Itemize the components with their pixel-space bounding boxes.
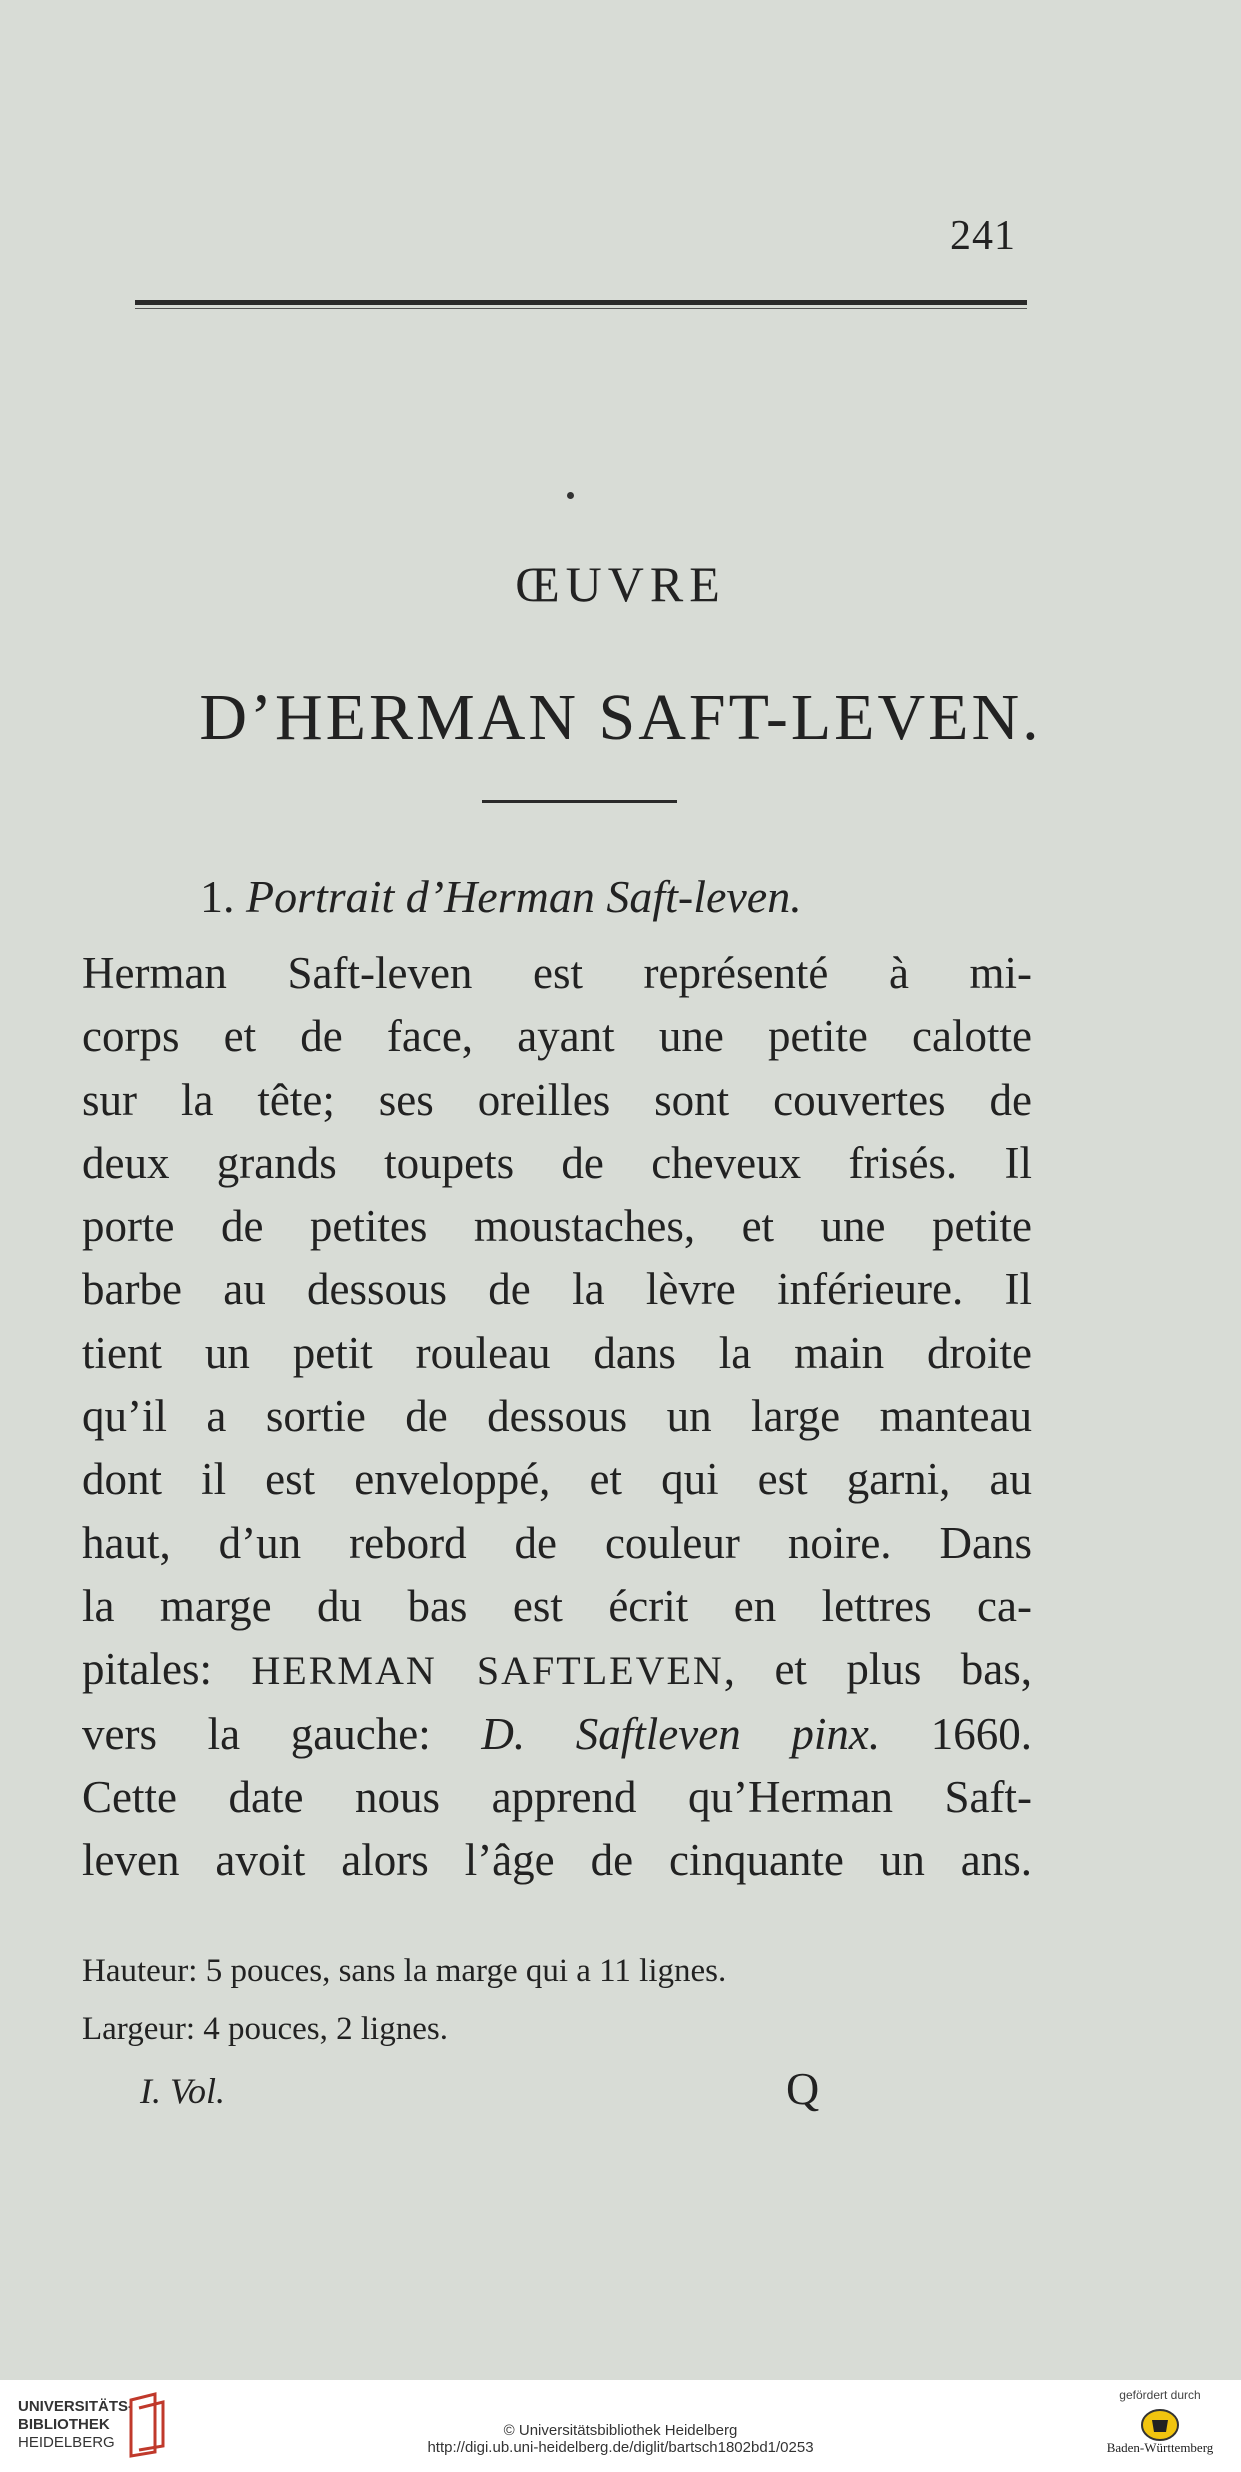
text-line: tient un petit rouleau dans la main droite — [82, 1327, 1032, 1378]
library-name-line2: BIBLIOTHEK — [18, 2416, 110, 2433]
text-fragment: , et plus bas, — [723, 1644, 1032, 1695]
funder-name: Baden-Württemberg — [1106, 2440, 1214, 2455]
funded-by-label: gefördert durch — [1119, 2388, 1201, 2402]
library-name-line1: UNIVERSITÄTS- — [18, 2398, 134, 2415]
artist-title: D’HERMAN SAFT-LEVEN. — [199, 681, 1042, 754]
volume-mark: I. Vol. — [140, 2071, 225, 2111]
text-line: barbe au dessous de la lèvre inférieure. Il — [82, 1264, 1032, 1315]
sponsor-block — [1090, 2388, 1230, 2456]
entry-description — [82, 942, 1032, 1892]
title-rule — [482, 800, 677, 803]
text-fragment: 1660. — [880, 1708, 1033, 1759]
text-line: Cette date nous apprend qu’Herman Saft- — [82, 1771, 1032, 1822]
state-emblem-icon — [1140, 2408, 1180, 2442]
text-line: porte de petites moustaches, et une petite — [82, 1201, 1032, 1252]
text-line: leven avoit alors l’âge de cinquante un ans. — [82, 1835, 1032, 1886]
inscription-italic: D. Saftleven pinx. — [481, 1708, 881, 1759]
viewer-footer — [0, 2380, 1241, 2472]
dimensions — [82, 1942, 1032, 2058]
text-fragment: vers la gauche: — [82, 1708, 482, 1759]
ornament-dot — [567, 492, 574, 499]
text-line: dont il est enveloppé, et qui est garni, au — [82, 1454, 1032, 1505]
permalink[interactable]: http://digi.ub.uni-heidelberg.de/diglit/bartsch1802bd1/0253 — [427, 2439, 814, 2456]
entry-title: Portrait d’Herman Saft-leven. — [246, 871, 802, 922]
entry-number: 1. — [200, 871, 235, 922]
width-line: Largeur: 4 pouces, 2 lignes. — [82, 2011, 448, 2047]
inscription-capitals: HERMAN SAFTLEVEN — [251, 1648, 724, 1694]
text-line: haut, d’un rebord de couleur noire. Dans — [82, 1517, 1032, 1568]
signature-mark: Q — [786, 2063, 820, 2114]
entry-heading — [200, 870, 802, 923]
text-line-signature — [82, 1703, 1032, 1766]
text-fragment: pitales: — [82, 1644, 252, 1695]
copyright-text: © Universitätsbibliothek Heidelberg — [503, 2422, 738, 2439]
text-line: deux grands toupets de cheveux frisés. Il — [82, 1137, 1032, 1188]
text-line: Herman Saft-leven est représenté à mi- — [82, 948, 1032, 998]
page-number: 241 — [950, 213, 1016, 259]
section-title: ŒUVRE — [515, 556, 726, 612]
height-line: Hauteur: 5 pouces, sans la marge qui a 11 lignes. — [82, 1953, 727, 1989]
text-line: sur la tête; ses oreilles sont couvertes de — [82, 1074, 1032, 1125]
text-line-inscription — [82, 1638, 1032, 1702]
library-name-line3: HEIDELBERG — [18, 2434, 115, 2451]
text-line: corps et de face, ayant une petite calotte — [82, 1011, 1032, 1062]
text-line: la marge du bas est écrit en lettres ca- — [82, 1580, 1032, 1631]
copyright-block — [0, 2422, 1241, 2456]
text-line: qu’il a sortie de dessous un large manteau — [82, 1391, 1032, 1442]
header-rule — [135, 300, 1027, 305]
